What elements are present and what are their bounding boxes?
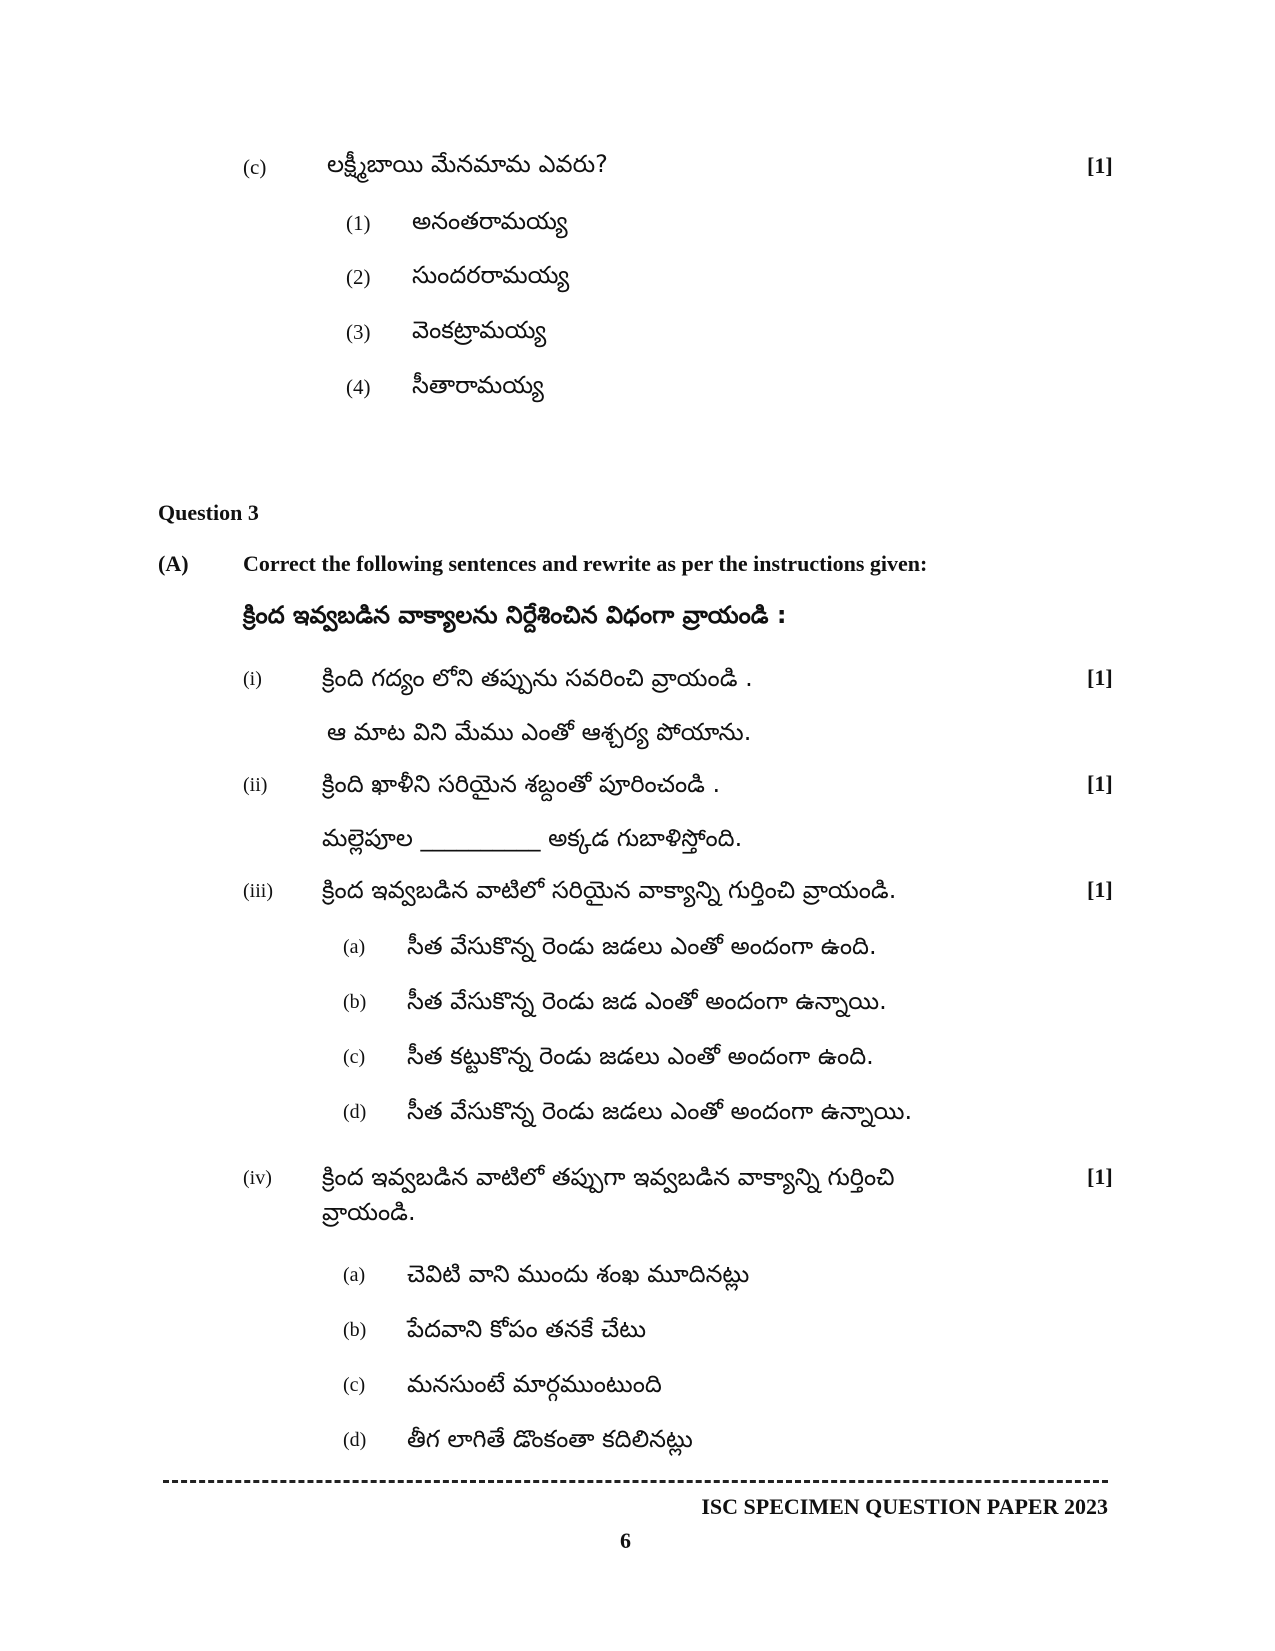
q3-iii-option-text: సీత వేసుకొన్న రెండు జడలు ఎంతో అందంగా ఉంది. — [407, 932, 877, 960]
q3-iv-question-line1: క్రింద ఇవ్వబడిన వాటిలో తప్పుగా ఇవ్వబడిన వాక్యాన్ని గుర్తించి — [322, 1163, 895, 1191]
q2c-option-label: (3) — [346, 320, 371, 344]
part-a-instruction-te: క్రింద ఇవ్వబడిన వాక్యాలను నిర్దేశించిన విధంగా వ్రాయండి : — [243, 601, 787, 629]
q3-iii-option-label: (c) — [343, 1046, 366, 1068]
q3-ii-question: క్రింది ఖాళీని సరియైన శబ్దంతో పూరించండి . — [322, 770, 721, 798]
q2c-option-label: (1) — [346, 211, 371, 235]
footer-divider — [163, 1480, 1108, 1483]
q3-iv-option-label: (b) — [343, 1319, 367, 1341]
q3-ii-marks: [1] — [1087, 771, 1113, 796]
footer-title: ISC SPECIMEN QUESTION PAPER 2023 — [701, 1494, 1108, 1519]
q3-i-marks: [1] — [1087, 665, 1113, 690]
q2c-label: (c) — [243, 155, 267, 179]
q3-ii-label: (ii) — [243, 774, 268, 796]
q3-iii-option-text: సీత వేసుకొన్న రెండు జడలు ఎంతో అందంగా ఉన్నాయి. — [407, 1097, 913, 1125]
q3-iii-option-label: (a) — [343, 936, 366, 958]
q3-iv-option-label: (c) — [343, 1374, 366, 1396]
q3-iv-option-label: (d) — [343, 1429, 367, 1451]
q2c-option-text: వెంకట్రామయ్య — [412, 316, 547, 344]
q3-iv-question-line2: వ్రాయండి. — [322, 1198, 416, 1226]
q3-iv-option-text: పేదవాని కోపం తనకే చేటు — [407, 1315, 647, 1343]
q3-iv-option-text: మనసుంటే మార్గముంటుంది — [407, 1370, 662, 1398]
q3-ii-sentence: మల్లెపూల __________ అక్కడ గుబాళిస్తోంది. — [322, 824, 743, 852]
q3-iii-option-text: సీత వేసుకొన్న రెండు జడ ఎంతో అందంగా ఉన్నాయి. — [407, 987, 887, 1015]
q3-iii-option-text: సీత కట్టుకొన్న రెండు జడలు ఎంతో అందంగా ఉంది. — [407, 1042, 874, 1070]
q2c-marks: [1] — [1087, 153, 1113, 178]
q3-iii-marks: [1] — [1087, 877, 1113, 902]
question-heading: Question 3 — [158, 500, 259, 525]
q3-iii-option-label: (b) — [343, 991, 367, 1013]
q2c-option-text: సీతారామయ్య — [412, 371, 544, 399]
q2c-option-label: (2) — [346, 265, 371, 289]
q3-iii-label: (iii) — [243, 880, 273, 902]
q3-i-label: (i) — [243, 668, 262, 690]
part-a-label: (A) — [158, 551, 189, 576]
q2c-question: లక్ష్మీబాయి మేనమామ ఎవరు? — [327, 150, 608, 178]
page-number: 6 — [620, 1528, 631, 1553]
q3-iii-question: క్రింద ఇవ్వబడిన వాటిలో సరియైన వాక్యాన్ని గుర్తించి వ్రాయండి. — [322, 876, 897, 904]
q2c-option-text: సుందరరామయ్య — [412, 261, 570, 289]
q3-iv-label: (iv) — [243, 1167, 272, 1189]
part-a-instruction-en: Correct the following sentences and rewrite as per the instructions given: — [243, 551, 928, 576]
q3-iv-option-text: చెవిటి వాని ముందు శంఖ మూదినట్లు — [407, 1260, 750, 1288]
q3-iii-option-label: (d) — [343, 1101, 367, 1123]
q3-iv-option-text: తీగ లాగితే డొంకంతా కదిలినట్లు — [407, 1425, 693, 1453]
q3-i-sentence: ఆ మాట విని మేము ఎంతో ఆశ్చర్య పోయాను. — [327, 718, 752, 746]
q3-iv-option-label: (a) — [343, 1264, 366, 1286]
q2c-option-label: (4) — [346, 375, 371, 399]
q3-iv-marks: [1] — [1087, 1164, 1113, 1189]
q2c-option-text: అనంతరామయ్య — [412, 207, 568, 235]
q3-i-question: క్రింది గద్యం లోని తప్పును సవరించి వ్రాయండి . — [322, 664, 753, 692]
